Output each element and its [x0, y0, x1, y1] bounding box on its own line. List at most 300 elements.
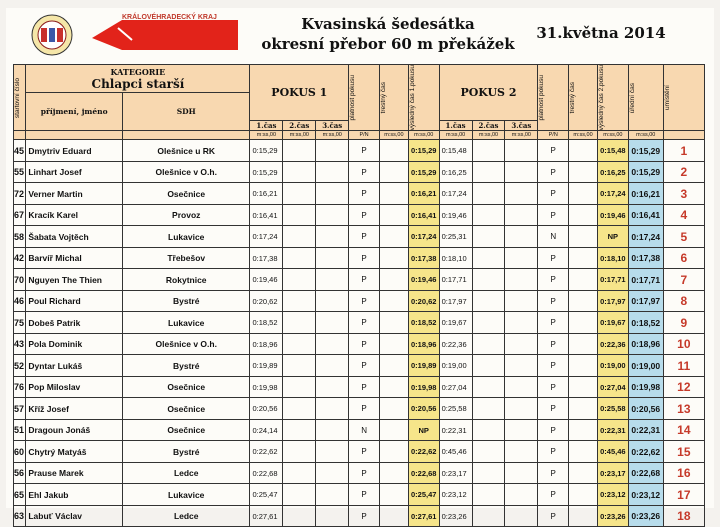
p2-vysledny: 0:17,97 — [597, 290, 628, 312]
col-header-p2-1cas: 1.čas — [439, 121, 472, 131]
rank: 14 — [663, 419, 704, 441]
p1-time-1: 0:22,62 — [250, 441, 283, 463]
p1-time-3 — [316, 290, 349, 312]
col-header-vysledny-2: výsledný čas 2.pokusu — [597, 65, 628, 131]
p1-vysledny: 0:17,38 — [408, 247, 439, 269]
sdh-team: Olešnice v O.h. — [122, 333, 250, 355]
start-number: 42 — [14, 247, 26, 269]
p2-time-1: 0:23,12 — [439, 484, 472, 506]
p2-platnost: P — [538, 312, 569, 334]
p1-trestny — [380, 161, 409, 183]
p1-time-1: 0:18,52 — [250, 312, 283, 334]
p2-vysledny: 0:19,67 — [597, 312, 628, 334]
p2-time-2 — [472, 441, 505, 463]
p1-vysledny: 0:20,62 — [408, 290, 439, 312]
p2-time-1: 0:17,97 — [439, 290, 472, 312]
official-time: 0:23,26 — [628, 505, 663, 527]
competitor-name: Prause Marek — [26, 462, 123, 484]
p2-time-2 — [472, 505, 505, 527]
rank: 17 — [663, 484, 704, 506]
p2-time-1: 0:16,25 — [439, 161, 472, 183]
p2-time-1: 0:27,04 — [439, 376, 472, 398]
unit-p2-platnost: P/N — [538, 131, 569, 140]
p1-trestny — [380, 226, 409, 248]
p2-platnost: P — [538, 290, 569, 312]
p1-time-2 — [283, 269, 316, 291]
p1-time-2 — [283, 290, 316, 312]
p1-time-1: 0:22,68 — [250, 462, 283, 484]
rank: 4 — [663, 204, 704, 226]
p2-platnost: P — [538, 269, 569, 291]
official-time: 0:15,29 — [628, 140, 663, 162]
p1-time-2 — [283, 226, 316, 248]
results-table — [13, 64, 705, 527]
sdh-team: Třebešov — [122, 247, 250, 269]
p1-time-3 — [316, 355, 349, 377]
p1-time-3 — [316, 312, 349, 334]
kategorie-header — [26, 65, 250, 93]
table-row — [14, 269, 705, 291]
official-time: 0:16,21 — [628, 183, 663, 205]
p2-time-3 — [505, 161, 538, 183]
p2-trestny — [569, 376, 598, 398]
p2-vysledny: 0:23,17 — [597, 462, 628, 484]
p1-time-1: 0:16,21 — [250, 183, 283, 205]
p1-time-2 — [283, 355, 316, 377]
p2-time-1: 0:22,31 — [439, 419, 472, 441]
kategorie-label: KATEGORIE — [110, 66, 166, 77]
p2-time-3 — [505, 355, 538, 377]
p1-time-2 — [283, 376, 316, 398]
results-rows — [14, 140, 705, 527]
p2-time-1: 0:17,71 — [439, 269, 472, 291]
rank: 2 — [663, 161, 704, 183]
start-number: 52 — [14, 355, 26, 377]
start-number: 55 — [14, 161, 26, 183]
unit-p2-vysledny: m:ss,00 — [597, 131, 628, 140]
p2-platnost: P — [538, 247, 569, 269]
table-row — [14, 333, 705, 355]
start-number: 60 — [14, 441, 26, 463]
table-row — [14, 226, 705, 248]
table-row — [14, 204, 705, 226]
official-time: 0:16,41 — [628, 204, 663, 226]
rank: 13 — [663, 398, 704, 420]
official-time: 0:22,31 — [628, 419, 663, 441]
event-date: 31.května 2014 — [536, 24, 666, 42]
p2-time-3 — [505, 462, 538, 484]
p2-time-3 — [505, 484, 538, 506]
p1-platnost: P — [349, 204, 380, 226]
p2-time-1: 0:18,10 — [439, 247, 472, 269]
p1-time-2 — [283, 419, 316, 441]
sdh-team: Lukavice — [122, 484, 250, 506]
table-row — [14, 484, 705, 506]
p2-platnost: P — [538, 140, 569, 162]
competitor-name: Nguyen The Thien — [26, 269, 123, 291]
p2-vysledny: 0:17,71 — [597, 269, 628, 291]
p1-trestny — [380, 183, 409, 205]
table-row — [14, 462, 705, 484]
p1-time-1: 0:17,38 — [250, 247, 283, 269]
p1-time-1: 0:19,89 — [250, 355, 283, 377]
start-number: 43 — [14, 333, 26, 355]
p1-time-2 — [283, 441, 316, 463]
p1-platnost: P — [349, 376, 380, 398]
sdh-team: Lukavice — [122, 226, 250, 248]
p2-platnost: P — [538, 419, 569, 441]
official-time: 0:19,00 — [628, 355, 663, 377]
p2-time-2 — [472, 226, 505, 248]
p2-trestny — [569, 247, 598, 269]
p2-vysledny: 0:23,26 — [597, 505, 628, 527]
rank: 16 — [663, 462, 704, 484]
p1-platnost: P — [349, 269, 380, 291]
p1-trestny — [380, 140, 409, 162]
page-title — [238, 14, 538, 54]
official-time: 0:19,98 — [628, 376, 663, 398]
p2-time-3 — [505, 376, 538, 398]
unit-p2-trestny: m:ss,00 — [569, 131, 598, 140]
unit-uredni: m:ss,00 — [628, 131, 663, 140]
p1-trestny — [380, 419, 409, 441]
p1-time-3 — [316, 419, 349, 441]
rank: 8 — [663, 290, 704, 312]
table-row — [14, 505, 705, 527]
p2-vysledny: NP — [597, 226, 628, 248]
rank: 6 — [663, 247, 704, 269]
p2-time-2 — [472, 161, 505, 183]
p2-time-2 — [472, 204, 505, 226]
col-header-p1-2cas: 2.čas — [283, 121, 316, 131]
col-header-sdh: SDH — [122, 93, 250, 131]
pokus1-header: POKUS 1 — [250, 65, 349, 121]
p2-vysledny: 0:27,04 — [597, 376, 628, 398]
official-time: 0:18,52 — [628, 312, 663, 334]
p1-time-2 — [283, 204, 316, 226]
kategorie-value: Chlapci starší — [91, 76, 185, 91]
competitor-name: Dmytriv Eduard — [26, 140, 123, 162]
p1-time-1: 0:16,41 — [250, 204, 283, 226]
p2-time-3 — [505, 505, 538, 527]
p2-time-1: 0:19,00 — [439, 355, 472, 377]
p2-time-2 — [472, 398, 505, 420]
table-row — [14, 376, 705, 398]
p1-platnost: P — [349, 247, 380, 269]
p1-vysledny: 0:19,46 — [408, 269, 439, 291]
p2-time-3 — [505, 312, 538, 334]
p1-time-1: 0:24,14 — [250, 419, 283, 441]
p2-trestny — [569, 355, 598, 377]
start-number: 72 — [14, 183, 26, 205]
p1-time-2 — [283, 505, 316, 527]
p1-platnost: P — [349, 226, 380, 248]
competitor-name: Dyntar Lukáš — [26, 355, 123, 377]
col-header-platnost-1: platnost pokusu — [349, 65, 380, 131]
title-line-2: okresní přebor 60 m překážek — [261, 35, 515, 53]
p2-time-1: 0:23,26 — [439, 505, 472, 527]
p1-vysledny: 0:15,29 — [408, 161, 439, 183]
competitor-name: Kracík Karel — [26, 204, 123, 226]
sdh-team: Lukavice — [122, 312, 250, 334]
p2-time-3 — [505, 226, 538, 248]
p1-time-3 — [316, 226, 349, 248]
start-number: 57 — [14, 398, 26, 420]
sdh-team: Bystré — [122, 441, 250, 463]
pokus2-header: POKUS 2 — [439, 65, 538, 121]
p1-trestny — [380, 505, 409, 527]
title-line-1: Kvasinská šedesátka — [301, 15, 475, 33]
p1-trestny — [380, 355, 409, 377]
sdh-team: Ledce — [122, 462, 250, 484]
col-header-uredni: úřední čas — [628, 65, 663, 131]
p1-platnost: P — [349, 183, 380, 205]
p1-vysledny: 0:20,56 — [408, 398, 439, 420]
p1-time-2 — [283, 161, 316, 183]
p1-trestny — [380, 398, 409, 420]
p1-time-2 — [283, 462, 316, 484]
p2-trestny — [569, 290, 598, 312]
p1-time-2 — [283, 333, 316, 355]
sdh-team: Osečnice — [122, 183, 250, 205]
p1-time-3 — [316, 161, 349, 183]
competitor-name: Poul Richard — [26, 290, 123, 312]
p1-platnost: P — [349, 333, 380, 355]
p1-time-3 — [316, 376, 349, 398]
competitor-name: Pop Miloslav — [26, 376, 123, 398]
sdh-team: Bystré — [122, 355, 250, 377]
p2-trestny — [569, 161, 598, 183]
competitor-name: Dragoun Jonáš — [26, 419, 123, 441]
p2-time-2 — [472, 355, 505, 377]
start-number: 75 — [14, 312, 26, 334]
p1-time-2 — [283, 312, 316, 334]
p2-time-2 — [472, 419, 505, 441]
p1-time-1: 0:15,29 — [250, 161, 283, 183]
p2-trestny — [569, 505, 598, 527]
p1-time-3 — [316, 441, 349, 463]
p2-time-1: 0:45,46 — [439, 441, 472, 463]
p2-platnost: P — [538, 204, 569, 226]
p2-time-2 — [472, 269, 505, 291]
unit-p1-trestny: m:ss,00 — [380, 131, 409, 140]
col-header-platnost-2: platnost pokusu — [538, 65, 569, 131]
p1-vysledny: 0:19,98 — [408, 376, 439, 398]
p2-trestny — [569, 204, 598, 226]
competitor-name: Labuť Václav — [26, 505, 123, 527]
p2-vysledny: 0:19,00 — [597, 355, 628, 377]
official-time: 0:22,68 — [628, 462, 663, 484]
sdh-team: Bystré — [122, 290, 250, 312]
p1-vysledny: 0:27,61 — [408, 505, 439, 527]
p2-time-2 — [472, 312, 505, 334]
p2-time-3 — [505, 183, 538, 205]
rank: 15 — [663, 441, 704, 463]
p2-platnost: P — [538, 505, 569, 527]
table-row — [14, 398, 705, 420]
col-header-vysledny-1: výsledný čas 1.pokusu — [408, 65, 439, 131]
p2-platnost: P — [538, 333, 569, 355]
sdh-team: Osečnice — [122, 376, 250, 398]
p2-vysledny: 0:22,36 — [597, 333, 628, 355]
p1-trestny — [380, 269, 409, 291]
p2-trestny — [569, 312, 598, 334]
p2-time-3 — [505, 269, 538, 291]
p1-time-3 — [316, 462, 349, 484]
p2-platnost: P — [538, 462, 569, 484]
table-row — [14, 441, 705, 463]
start-number: 46 — [14, 290, 26, 312]
p1-time-2 — [283, 247, 316, 269]
p2-trestny — [569, 269, 598, 291]
p1-time-1: 0:19,98 — [250, 376, 283, 398]
official-time: 0:17,38 — [628, 247, 663, 269]
p1-time-1: 0:27,61 — [250, 505, 283, 527]
start-number: 70 — [14, 269, 26, 291]
p2-time-3 — [505, 247, 538, 269]
p2-time-2 — [472, 183, 505, 205]
p1-vysledny: 0:16,41 — [408, 204, 439, 226]
p2-vysledny: 0:15,48 — [597, 140, 628, 162]
table-row — [14, 312, 705, 334]
p1-platnost: P — [349, 505, 380, 527]
competitor-name: Linhart Josef — [26, 161, 123, 183]
p2-vysledny: 0:18,10 — [597, 247, 628, 269]
p1-time-1: 0:15,29 — [250, 140, 283, 162]
col-header-name: příjmení, jméno — [26, 93, 123, 131]
p2-time-1: 0:15,48 — [439, 140, 472, 162]
competitor-name: Verner Martin — [26, 183, 123, 205]
col-header-trestny-1: trestný čas — [380, 65, 409, 131]
competitor-name: Pola Dominik — [26, 333, 123, 355]
p2-trestny — [569, 462, 598, 484]
p1-time-3 — [316, 247, 349, 269]
rank: 1 — [663, 140, 704, 162]
official-time: 0:17,97 — [628, 290, 663, 312]
unit-umisteni — [663, 131, 704, 140]
competitor-name: Barvíř Michal — [26, 247, 123, 269]
p1-platnost: P — [349, 355, 380, 377]
p1-time-1: 0:19,46 — [250, 269, 283, 291]
p2-time-1: 0:25,58 — [439, 398, 472, 420]
unit-row-name — [26, 131, 123, 140]
p1-time-3 — [316, 505, 349, 527]
official-time: 0:23,12 — [628, 484, 663, 506]
p1-vysledny: 0:17,24 — [408, 226, 439, 248]
official-time: 0:17,24 — [628, 226, 663, 248]
p1-platnost: P — [349, 290, 380, 312]
official-time: 0:20,56 — [628, 398, 663, 420]
p2-trestny — [569, 484, 598, 506]
sdh-team: Osečnice — [122, 398, 250, 420]
p2-platnost: N — [538, 226, 569, 248]
p2-platnost: P — [538, 355, 569, 377]
p2-time-1: 0:23,17 — [439, 462, 472, 484]
p1-trestny — [380, 312, 409, 334]
unit-p2-1cas: m:ss,00 — [439, 131, 472, 140]
rank: 12 — [663, 376, 704, 398]
col-header-startovni: startovní číslo — [14, 65, 26, 131]
p2-time-3 — [505, 333, 538, 355]
unit-p1-2cas: m:ss,00 — [283, 131, 316, 140]
p1-vysledny: 0:18,52 — [408, 312, 439, 334]
start-number: 65 — [14, 484, 26, 506]
p2-trestny — [569, 183, 598, 205]
rank: 18 — [663, 505, 704, 527]
p1-platnost: P — [349, 398, 380, 420]
p2-time-3 — [505, 441, 538, 463]
p2-platnost: P — [538, 161, 569, 183]
competitor-name: Kříž Josef — [26, 398, 123, 420]
p1-vysledny: 0:22,62 — [408, 441, 439, 463]
p1-platnost: P — [349, 484, 380, 506]
p2-time-2 — [472, 484, 505, 506]
competitor-name: Ehl Jakub — [26, 484, 123, 506]
p2-time-3 — [505, 419, 538, 441]
rank: 7 — [663, 269, 704, 291]
p2-trestny — [569, 333, 598, 355]
p2-vysledny: 0:22,31 — [597, 419, 628, 441]
p1-time-3 — [316, 333, 349, 355]
p1-vysledny: 0:15,29 — [408, 140, 439, 162]
p2-time-1: 0:19,46 — [439, 204, 472, 226]
p1-time-3 — [316, 484, 349, 506]
p2-platnost: P — [538, 376, 569, 398]
unit-row-start — [14, 131, 26, 140]
p2-platnost: P — [538, 398, 569, 420]
competitor-name: Šabata Vojtěch — [26, 226, 123, 248]
p1-platnost: P — [349, 441, 380, 463]
p2-trestny — [569, 226, 598, 248]
table-row — [14, 161, 705, 183]
p2-time-2 — [472, 376, 505, 398]
p2-platnost: P — [538, 484, 569, 506]
unit-p1-1cas: m:ss,00 — [250, 131, 283, 140]
rank: 10 — [663, 333, 704, 355]
p1-platnost: P — [349, 161, 380, 183]
p1-trestny — [380, 204, 409, 226]
table-row — [14, 247, 705, 269]
p1-time-1: 0:20,62 — [250, 290, 283, 312]
p2-time-2 — [472, 290, 505, 312]
table-row — [14, 419, 705, 441]
p1-time-2 — [283, 398, 316, 420]
p1-trestny — [380, 441, 409, 463]
p1-time-3 — [316, 183, 349, 205]
p2-vysledny: 0:16,25 — [597, 161, 628, 183]
start-number: 67 — [14, 204, 26, 226]
p2-time-2 — [472, 333, 505, 355]
table-row — [14, 140, 705, 162]
rank: 5 — [663, 226, 704, 248]
start-number: 58 — [14, 226, 26, 248]
p2-trestny — [569, 140, 598, 162]
p2-platnost: P — [538, 183, 569, 205]
p1-trestny — [380, 484, 409, 506]
kraj-logo-text: KRÁLOVÉHRADECKÝ KRAJ — [122, 14, 217, 21]
p2-time-1: 0:22,36 — [439, 333, 472, 355]
sheet-header — [6, 8, 714, 62]
p2-time-1: 0:25,31 — [439, 226, 472, 248]
rank: 9 — [663, 312, 704, 334]
sdh-team: Olešnice u RK — [122, 140, 250, 162]
kraj-logo — [88, 12, 240, 58]
official-time: 0:22,62 — [628, 441, 663, 463]
unit-row-sdh — [122, 131, 250, 140]
start-number: 51 — [14, 419, 26, 441]
p2-time-2 — [472, 462, 505, 484]
p2-platnost: P — [538, 441, 569, 463]
